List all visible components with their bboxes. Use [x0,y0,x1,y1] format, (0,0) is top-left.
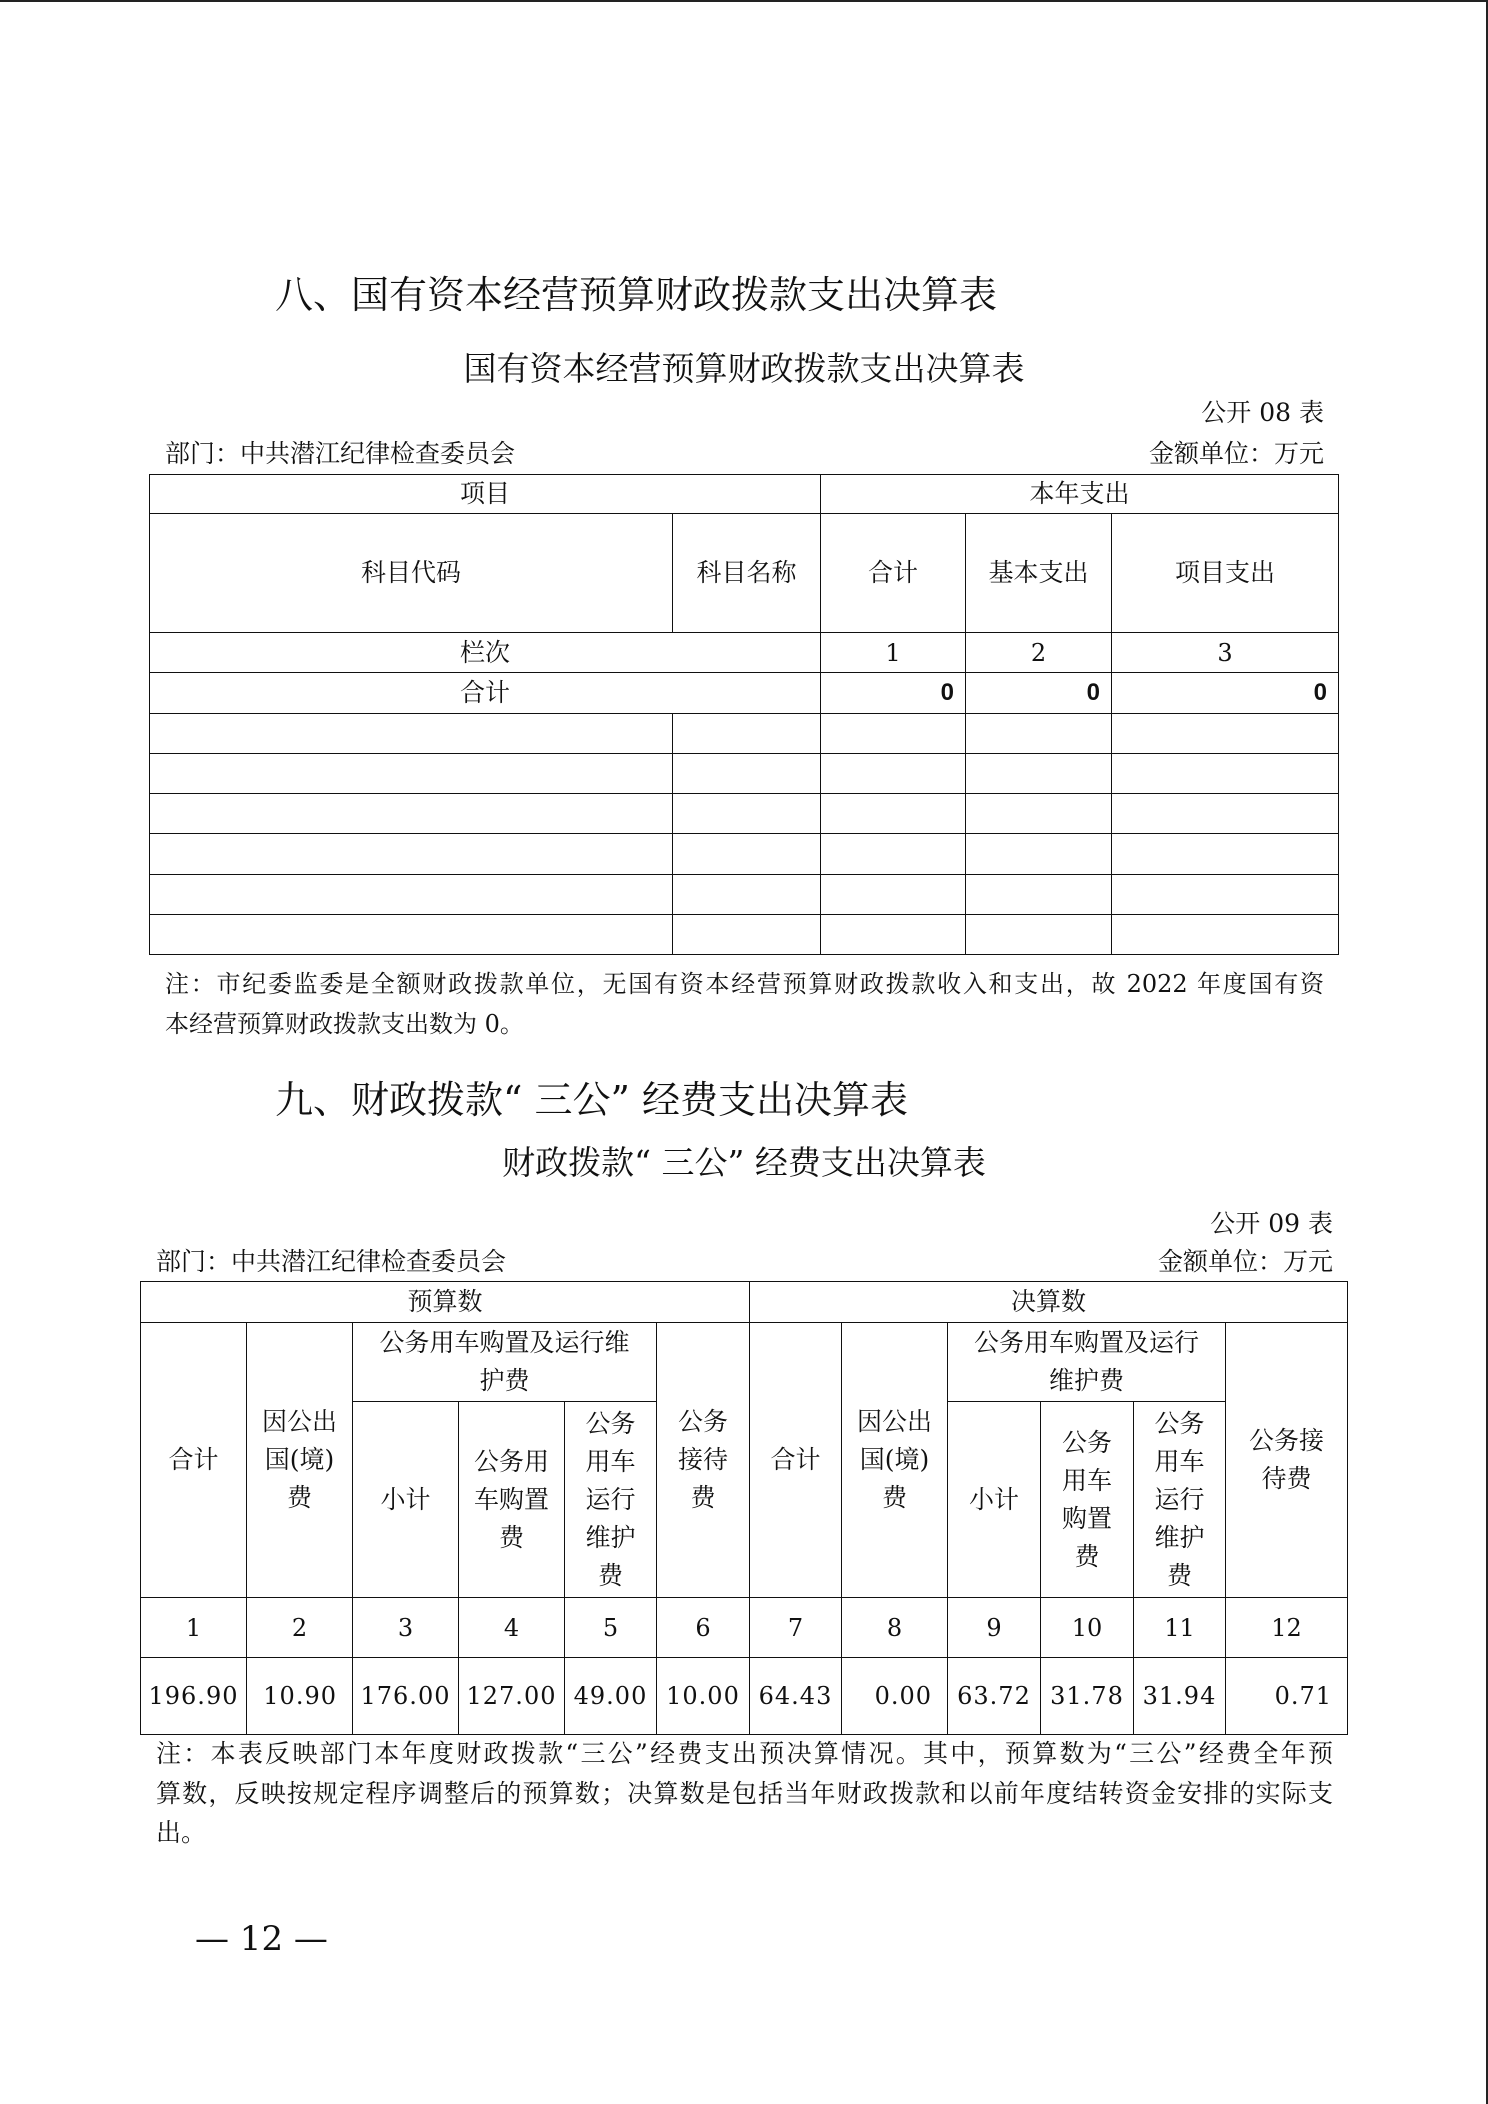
section-8-table-code: 公开 08 表 [1201,398,1324,427]
final-vehicle-operation-header: 公务 用车 运行 维护 费 [1134,1402,1226,1598]
budget-vehicle-purchase-header: 公务用 车购置 费 [459,1402,565,1598]
empty-cell [821,754,966,794]
index-row-label: 栏次 [150,633,821,673]
empty-cell [150,794,673,834]
column-number: 2 [247,1598,353,1658]
final-overseas-header: 因公出 国(境) 费 [842,1323,948,1598]
header-subject-code: 科目代码 [150,514,673,633]
empty-cell [966,834,1112,875]
empty-cell [1112,915,1339,955]
empty-cell [821,714,966,754]
budget-reception-value: 10.00 [657,1658,750,1735]
column-number: 6 [657,1598,750,1658]
empty-cell [821,794,966,834]
section-9-note-line-1: 注：本表反映部门本年度财政拨款“三公”经费支出预决算情况。其中，预算数为“三公”经费全年预 [156,1739,1333,1768]
final-header: 决算数 [750,1282,1348,1323]
empty-cell [150,915,673,955]
section-8-note-line-2: 本经营预算财政拨款支出数为 0。 [165,1010,524,1038]
empty-cell [673,875,821,915]
budget-total-value: 196.90 [141,1658,247,1735]
section-9-department: 部门：中共潜江纪律检查委员会 [156,1247,507,1276]
column-number: 1 [141,1598,247,1658]
page-number: — 12 — [195,1919,328,1959]
section-9-note-line-3: 出。 [156,1818,207,1847]
section-9-note-line-2: 算数，反映按规定程序调整后的预算数；决算数是包括当年财政拨款和以前年度结转资金安排的实际支 [156,1779,1333,1808]
budget-vehicle-subtotal-value: 176.00 [353,1658,459,1735]
total-row-label: 合计 [150,673,821,714]
column-number: 3 [353,1598,459,1658]
state-capital-expense-table [149,474,1339,955]
budget-reception-header: 公务 接待 费 [657,1323,750,1598]
empty-cell [150,875,673,915]
index-col-1: 1 [821,633,966,673]
section-9-heading: 九、财政拨款“ 三公” 经费支出决算表 [275,1078,909,1122]
column-number: 9 [948,1598,1041,1658]
column-number: 11 [1134,1598,1226,1658]
budget-vehicle-operation-header: 公务 用车 运行 维护 费 [565,1402,657,1598]
section-9-table-title: 财政拨款“ 三公” 经费支出决算表 [502,1143,986,1182]
header-total: 合计 [821,514,966,633]
column-number: 5 [565,1598,657,1658]
header-item: 项目 [150,475,821,514]
total-value: 0 [821,673,966,714]
empty-cell [673,915,821,955]
final-vehicle-subtotal-header: 小计 [948,1402,1041,1598]
column-number: 4 [459,1598,565,1658]
section-8-department: 部门：中共潜江纪律检查委员会 [165,439,516,468]
empty-cell [150,834,673,875]
final-vehicle-subtotal-value: 63.72 [948,1658,1041,1735]
basic-expense-value: 0 [966,673,1112,714]
budget-vehicle-operation-value: 49.00 [565,1658,657,1735]
section-9-table-code: 公开 09 表 [1210,1209,1333,1238]
header-subject-name: 科目名称 [673,514,821,633]
empty-cell [673,794,821,834]
section-9-amount-unit: 金额单位：万元 [1157,1247,1333,1276]
three-public-expense-table [140,1281,1348,1735]
empty-cell [1112,875,1339,915]
empty-cell [673,754,821,794]
budget-overseas-header: 因公出 国(境) 费 [247,1323,353,1598]
header-basic-expense: 基本支出 [966,514,1112,633]
section-8-table-title: 国有资本经营预算财政拨款支出决算表 [463,349,1025,388]
final-total-value: 64.43 [750,1658,842,1735]
index-col-3: 3 [1112,633,1339,673]
empty-cell [150,714,673,754]
budget-vehicle-header: 公务用车购置及运行维 护费 [353,1323,657,1402]
empty-cell [821,875,966,915]
final-vehicle-purchase-value: 31.78 [1041,1658,1134,1735]
empty-cell [966,915,1112,955]
column-number: 8 [842,1598,948,1658]
final-reception-value: 0.71 [1226,1658,1348,1735]
index-col-2: 2 [966,633,1112,673]
final-vehicle-header: 公务用车购置及运行 维护费 [948,1323,1226,1402]
empty-cell [1112,794,1339,834]
budget-vehicle-purchase-value: 127.00 [459,1658,565,1735]
header-current-year-expense: 本年支出 [821,475,1339,514]
empty-cell [821,834,966,875]
final-total-header: 合计 [750,1323,842,1598]
empty-cell [673,834,821,875]
empty-cell [673,714,821,754]
project-expense-value: 0 [1112,673,1339,714]
section-8-amount-unit: 金额单位：万元 [1148,439,1324,468]
empty-cell [821,915,966,955]
budget-overseas-value: 10.90 [247,1658,353,1735]
empty-cell [1112,714,1339,754]
empty-cell [966,875,1112,915]
budget-header: 预算数 [141,1282,750,1323]
empty-cell [966,794,1112,834]
header-project-expense: 项目支出 [1112,514,1339,633]
empty-cell [966,714,1112,754]
budget-vehicle-subtotal-header: 小计 [353,1402,459,1598]
final-vehicle-purchase-header: 公务 用车 购置 费 [1041,1402,1134,1598]
empty-cell [1112,754,1339,794]
section-8-heading: 八、国有资本经营预算财政拨款支出决算表 [275,273,998,317]
empty-cell [150,754,673,794]
column-number: 12 [1226,1598,1348,1658]
empty-cell [966,754,1112,794]
final-overseas-value: 0.00 [842,1658,948,1735]
empty-cell [1112,834,1339,875]
column-number: 10 [1041,1598,1134,1658]
section-8-note-line-1: 注：市纪委监委是全额财政拨款单位，无国有资本经营预算财政拨款收入和支出，故 2022 年度国有资 [165,970,1324,998]
column-number: 7 [750,1598,842,1658]
final-reception-header: 公务接 待费 [1226,1323,1348,1598]
final-vehicle-operation-value: 31.94 [1134,1658,1226,1735]
budget-total-header: 合计 [141,1323,247,1598]
